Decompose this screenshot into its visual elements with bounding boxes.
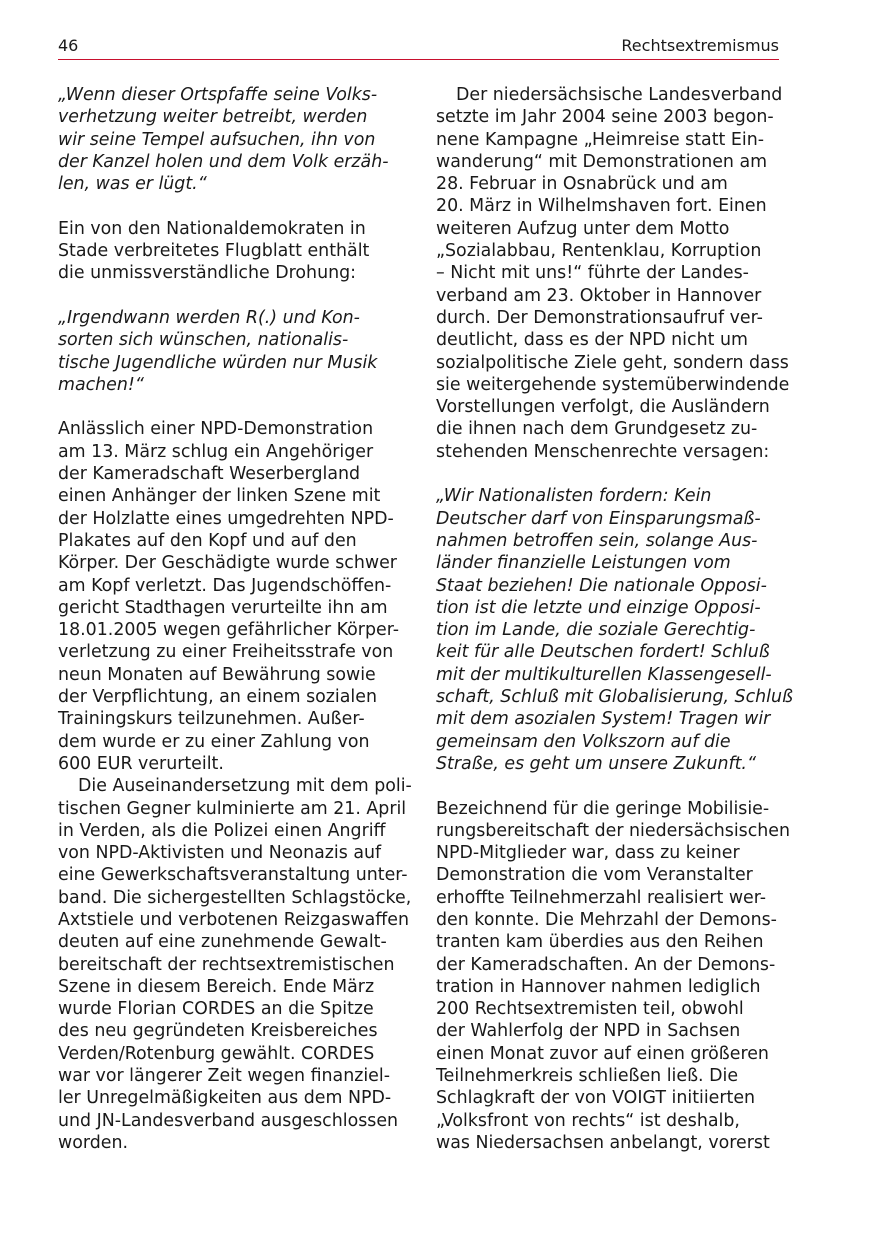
text-line: Staat beziehen! Die nationale Opposi-: [436, 575, 767, 596]
text-line: verhetzung weiter betreibt, werden: [58, 107, 368, 128]
text-line: erhoffte Teilnehmerzahl realisiert wer-: [436, 887, 767, 908]
text-line: Ein von den Nationaldemokraten in: [58, 218, 366, 239]
running-title: Rechtsextremismus: [621, 36, 779, 55]
text-line: Bezeichnend für die geringe Mobilisie-: [436, 798, 770, 819]
text-line: keit für alle Deutschen fordert! Schluß: [436, 642, 770, 663]
text-line: mit der multikulturellen Klassengesell-: [436, 664, 772, 685]
text-line: Schlagkraft der von VOIGT initiierten: [436, 1088, 756, 1109]
quote-block: [436, 485, 793, 775]
text-line: durch. Der Demonstrationsaufruf ver-: [436, 307, 763, 328]
text-line: Stade verbreitetes Flugblatt enthält: [58, 241, 370, 262]
text-line: NPD-Mitglieder war, dass zu keiner: [436, 843, 740, 864]
text-line: in Verden, als die Polizei einen Angriff: [58, 820, 386, 841]
paragraph: [58, 218, 406, 285]
text-line: Szene in diesem Bereich. Ende März: [58, 976, 375, 997]
text-line: worden.: [58, 1132, 128, 1153]
text-line: länder finanzielle Leistungen vom: [436, 553, 731, 574]
text-line: 600 EUR verurteilt.: [58, 753, 224, 774]
text-line: gemeinsam den Volkszorn auf die: [436, 731, 731, 752]
page-number: 46: [58, 36, 79, 55]
text-line: am Kopf verletzt. Das Jugendschöffen-: [58, 575, 392, 596]
text-line: verband am 23. Oktober in Hannover: [436, 285, 762, 306]
page-header: [58, 36, 779, 58]
text-line: weiteren Aufzug unter dem Motto: [436, 218, 730, 239]
text-line: 20. März in Wilhelmshaven fort. Einen: [436, 196, 767, 217]
text-line: der Wahlerfolg der NPD in Sachsen: [436, 1021, 741, 1042]
text-line: Axtstiele und verbotenen Reizgaswaffen: [58, 909, 409, 930]
text-line: der Kameradschaft Weserbergland: [58, 464, 361, 485]
text-line: „Sozialabbau, Rentenklau, Korruption: [436, 241, 762, 262]
text-line: deutlicht, dass es der NPD nicht um: [436, 330, 748, 351]
text-line: stehenden Menschenrechte versagen:: [436, 441, 770, 462]
text-line: der Kanzel holen und dem Volk erzäh-: [58, 151, 389, 172]
text-line: gericht Stadthagen verurteilte ihn am: [58, 597, 388, 618]
text-line: „Wenn dieser Ortspfaffe seine Volks-: [58, 85, 378, 105]
text-line: len, was er lügt.“: [58, 174, 207, 195]
text-line: tranten kam überdies aus den Reihen: [436, 932, 764, 953]
text-line: tische Jugendliche würden nur Musik: [58, 352, 378, 373]
text-line: der Holzlatte eines umgedrehten NPD-: [58, 508, 394, 529]
text-line: Teilnehmerkreis schließen ließ. Die: [436, 1066, 739, 1087]
text-line: tion ist die letzte und einzige Opposi-: [436, 597, 761, 618]
text-line: Die Auseinandersetzung mit dem poli-: [78, 776, 412, 797]
text-line: verletzung zu einer Freiheitsstrafe von: [58, 642, 394, 663]
text-line: der Kameradschaften. An der Demons-: [436, 954, 776, 975]
text-line: Deutscher darf von Einsparungsmaß-: [436, 508, 761, 529]
text-line: einen Anhänger der linken Szene mit: [58, 486, 381, 507]
text-line: einen Monat zuvor auf einen größeren: [436, 1043, 769, 1064]
text-line: wir seine Tempel aufsuchen, ihn von: [58, 129, 376, 150]
text-line: deuten auf eine zunehmende Gewalt-: [58, 932, 387, 953]
text-line: sozialpolitische Ziele geht, sondern dass: [436, 352, 789, 373]
text-line: 28. Februar in Osnabrück und am: [436, 174, 728, 195]
text-line: dem wurde er zu einer Zahlung von: [58, 731, 370, 752]
quote-block: [58, 84, 406, 195]
text-line: „Irgendwann werden R(.) und Kon-: [58, 307, 360, 328]
text-line: Demonstration die vom Veranstalter: [436, 865, 753, 886]
text-line: tion im Lande, die soziale Gerechtig-: [436, 620, 756, 641]
text-line: Verden/Rotenburg gewählt. CORDES: [58, 1043, 375, 1064]
text-line: setzte im Jahr 2004 seine 2003 begon-: [436, 107, 774, 128]
text-line: und JN-Landesverband ausgeschlossen: [58, 1110, 399, 1131]
text-line: „Wir Nationalisten fordern: Kein: [436, 486, 712, 507]
text-line: schaft, Schluß mit Globalisierung, Schluß: [436, 687, 793, 708]
text-line: Straße, es geht um unsere Zukunft.“: [436, 753, 756, 774]
text-line: 18.01.2005 wegen gefährlicher Körper-: [58, 620, 400, 641]
text-line: ler Unregelmäßigkeiten aus dem NPD-: [58, 1088, 392, 1109]
text-line: bereitschaft der rechtsextremistischen: [58, 954, 395, 975]
text-line: nene Kampagne „Heimreise statt Ein-: [436, 129, 764, 150]
paragraph: [58, 775, 412, 1154]
text-line: mit dem asozialen System! Tragen wir: [436, 709, 771, 730]
text-line: Anlässlich einer NPD-Demonstration: [58, 419, 374, 440]
text-line: war vor längerer Zeit wegen finanziel-: [58, 1066, 390, 1087]
text-line: am 13. März schlug ein Angehöriger: [58, 441, 374, 462]
right-column: [436, 84, 793, 1154]
text-line: der Verpflichtung, an einem sozialen: [58, 687, 377, 708]
text-line: machen!“: [58, 374, 144, 395]
text-line: was Niedersachsen anbelangt, vorerst: [436, 1132, 770, 1153]
text-line: Plakates auf den Kopf und auf den: [58, 530, 357, 551]
text-line: Vorstellungen verfolgt, die Ausländern: [436, 397, 770, 418]
text-line: sorten sich wünschen, nationalis-: [58, 330, 349, 351]
text-line: neun Monaten auf Bewährung sowie: [58, 664, 376, 685]
text-line: band. Die sichergestellten Schlagstöcke,: [58, 887, 412, 908]
paragraph: [436, 798, 791, 1155]
text-line: des neu gegründeten Kreisbereiches: [58, 1021, 378, 1042]
text-line: „Volksfront von rechts“ ist deshalb,: [436, 1110, 740, 1131]
text-line: von NPD-Aktivisten und Neonazis auf: [58, 843, 382, 864]
paragraph: [58, 418, 406, 775]
text-line: die unmissverständliche Drohung:: [58, 263, 357, 284]
text-line: Trainingskurs teilzunehmen. Außer-: [58, 709, 365, 730]
text-line: Körper. Der Geschädigte wurde schwer: [58, 553, 397, 574]
text-line: wanderung“ mit Demonstrationen am: [436, 151, 768, 172]
text-line: sie weitergehende systemüberwindende: [436, 374, 790, 395]
paragraph: [436, 84, 790, 463]
text-line: Der niedersächsische Landesverband: [456, 85, 783, 105]
text-line: wurde Florian CORDES an die Spitze: [58, 999, 374, 1020]
text-line: – Nicht mit uns!“ führte der Landes-: [436, 263, 749, 284]
text-line: tischen Gegner kulminierte am 21. April: [58, 798, 407, 819]
quote-block: [58, 307, 406, 396]
text-line: nahmen betroffen sein, solange Aus-: [436, 530, 758, 551]
text-line: die ihnen nach dem Grundgesetz zu-: [436, 419, 758, 440]
header-rule: [58, 59, 779, 60]
text-line: rungsbereitschaft der niedersächsischen: [436, 820, 791, 841]
text-line: den konnte. Die Mehrzahl der Demons-: [436, 909, 777, 930]
left-column: [58, 84, 412, 1154]
text-line: 200 Rechtsextremisten teil, obwohl: [436, 999, 744, 1020]
text-line: eine Gewerkschaftsveranstaltung unter-: [58, 865, 408, 886]
text-line: tration in Hannover nahmen lediglich: [436, 976, 761, 997]
